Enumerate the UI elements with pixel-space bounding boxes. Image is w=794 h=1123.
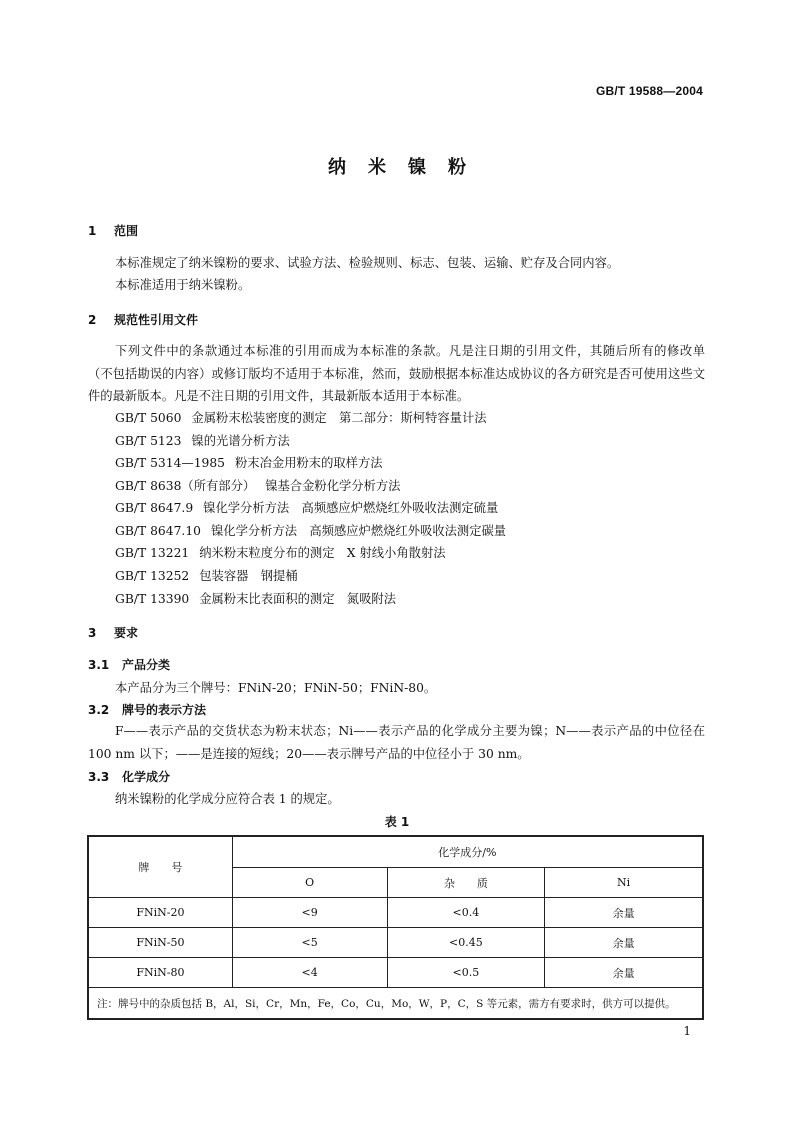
reference-code: GB/T 8638（所有部分）	[115, 479, 256, 493]
subsection-number: 3.3	[88, 770, 110, 784]
subsection-3-3-text: 纳米镍粉的化学成分应符合表 1 的规定。	[115, 792, 340, 806]
cell-impurity: <0.4	[387, 898, 545, 928]
cell-nickel: 余量	[545, 928, 703, 958]
reference-code: GB/T 5060	[115, 411, 182, 425]
cell-grade: FNiN-80	[89, 958, 233, 988]
cell-grade: FNiN-20	[89, 898, 233, 928]
reference-title: 镍基合金粉化学分析方法	[265, 479, 401, 493]
section-number: 1	[88, 224, 97, 238]
reference-title: 包装容器 钢提桶	[199, 569, 298, 583]
header-nickel: Ni	[545, 868, 703, 898]
reference-code: GB/T 8647.9	[115, 501, 194, 515]
subsection-number: 3.2	[88, 703, 110, 717]
reference-title: 金属粉末比表面积的测定 氮吸附法	[199, 592, 396, 606]
reference-title: 镍化学分析方法 高频感应炉燃烧红外吸收法测定硫量	[203, 501, 499, 515]
table-row	[89, 958, 703, 988]
reference-code: GB/T 8647.10	[115, 524, 201, 538]
header-impurity: 杂 质	[387, 868, 545, 898]
cell-nickel: 余量	[545, 898, 703, 928]
section-2-heading	[88, 311, 198, 328]
reference-item	[115, 543, 446, 561]
reference-code: GB/T 13252	[115, 569, 190, 583]
cell-oxygen: <5	[232, 928, 387, 958]
reference-item	[115, 566, 298, 584]
reference-code: GB/T 5314—1985	[115, 456, 225, 470]
reference-item	[115, 431, 290, 449]
cell-impurity: <0.45	[387, 928, 545, 958]
header-composition: 化学成分/%	[232, 837, 702, 868]
reference-title: 金属粉末松装密度的测定 第二部分：斯柯特容量计法	[191, 411, 487, 425]
reference-title: 粉末冶金用粉末的取样方法	[235, 456, 383, 470]
table-note-row	[89, 988, 703, 1019]
subsection-3-1-heading	[88, 656, 170, 673]
section-title: 范围	[114, 224, 139, 238]
header-oxygen: O	[232, 868, 387, 898]
section-2-intro: 下列文件中的条款通过本标准的引用而成为本标准的条款。凡是注日期的引用文件，其随后所有的修改单（不包括勘误的内容）或修订版均不适用于本标准，然而，鼓励根据本标准达成协议的各方研究是否可使用这些文件的最新版本。凡是不注日期的引用文件，其最新版本适用于本标准。	[88, 344, 705, 403]
table-caption: 表 1	[384, 815, 410, 829]
subsection-3-2-heading	[88, 701, 206, 718]
section-1-paragraph-2: 本标准适用于纳米镍粉。	[115, 278, 251, 292]
subsection-title: 牌号的表示方法	[122, 703, 207, 717]
table-header-row	[89, 837, 703, 868]
cell-impurity: <0.5	[387, 958, 545, 988]
subsection-title: 产品分类	[122, 658, 171, 672]
reference-item	[115, 476, 400, 494]
reference-item	[115, 589, 396, 607]
reference-item	[115, 453, 383, 471]
table-row	[89, 928, 703, 958]
page-number: 1	[683, 1024, 691, 1038]
composition-table	[88, 836, 703, 1019]
section-3-heading	[88, 624, 138, 641]
document-title: 纳米镍粉	[328, 157, 488, 178]
reference-item	[115, 498, 498, 516]
section-number: 2	[88, 313, 97, 327]
subsection-title: 化学成分	[122, 770, 171, 784]
cell-grade: FNiN-50	[89, 928, 233, 958]
header-grade: 牌 号	[89, 837, 233, 898]
reference-item	[115, 408, 487, 426]
subsection-3-1-text: 本产品分为三个牌号：FNiN-20；FNiN-50；FNiN-80。	[115, 681, 437, 695]
reference-title: 镍的光谱分析方法	[191, 434, 290, 448]
subsection-3-3-heading	[88, 768, 170, 785]
cell-oxygen: <4	[232, 958, 387, 988]
reference-title: 镍化学分析方法 高频感应炉燃烧红外吸收法测定碳量	[210, 524, 507, 538]
section-1-heading	[88, 222, 138, 239]
reference-title: 纳米粉末粒度分布的测定 X 射线小角散射法	[199, 546, 446, 560]
table-row	[89, 898, 703, 928]
reference-code: GB/T 5123	[115, 434, 182, 448]
section-number: 3	[88, 626, 97, 640]
standard-code: GB/T 19588—2004	[595, 84, 703, 98]
cell-oxygen: <9	[232, 898, 387, 928]
section-title: 规范性引用文件	[114, 313, 199, 327]
cell-nickel: 余量	[545, 958, 703, 988]
section-title: 要求	[114, 626, 139, 640]
reference-item	[115, 521, 506, 539]
reference-code: GB/T 13221	[115, 546, 190, 560]
table-note: 注：牌号中的杂质包括 B，Al，Si，Cr，Mn，Fe，Co，Cu，Mo，W，P，C，S 等元素，需方有要求时，供方可以提供。	[89, 988, 703, 1019]
section-1-paragraph-1: 本标准规定了纳米镍粉的要求、试验方法、检验规则、标志、包装、运输、贮存及合同内容。	[115, 256, 620, 270]
subsection-number: 3.1	[88, 658, 110, 672]
reference-code: GB/T 13390	[115, 592, 190, 606]
subsection-3-2-text: F——表示产品的交货状态为粉末状态；Ni——表示产品的化学成分主要为镍；N——表示产品的中位径在 100 nm 以下；——是连接的短线；20——表示牌号产品的中位径小于 30 nm。	[88, 724, 705, 761]
